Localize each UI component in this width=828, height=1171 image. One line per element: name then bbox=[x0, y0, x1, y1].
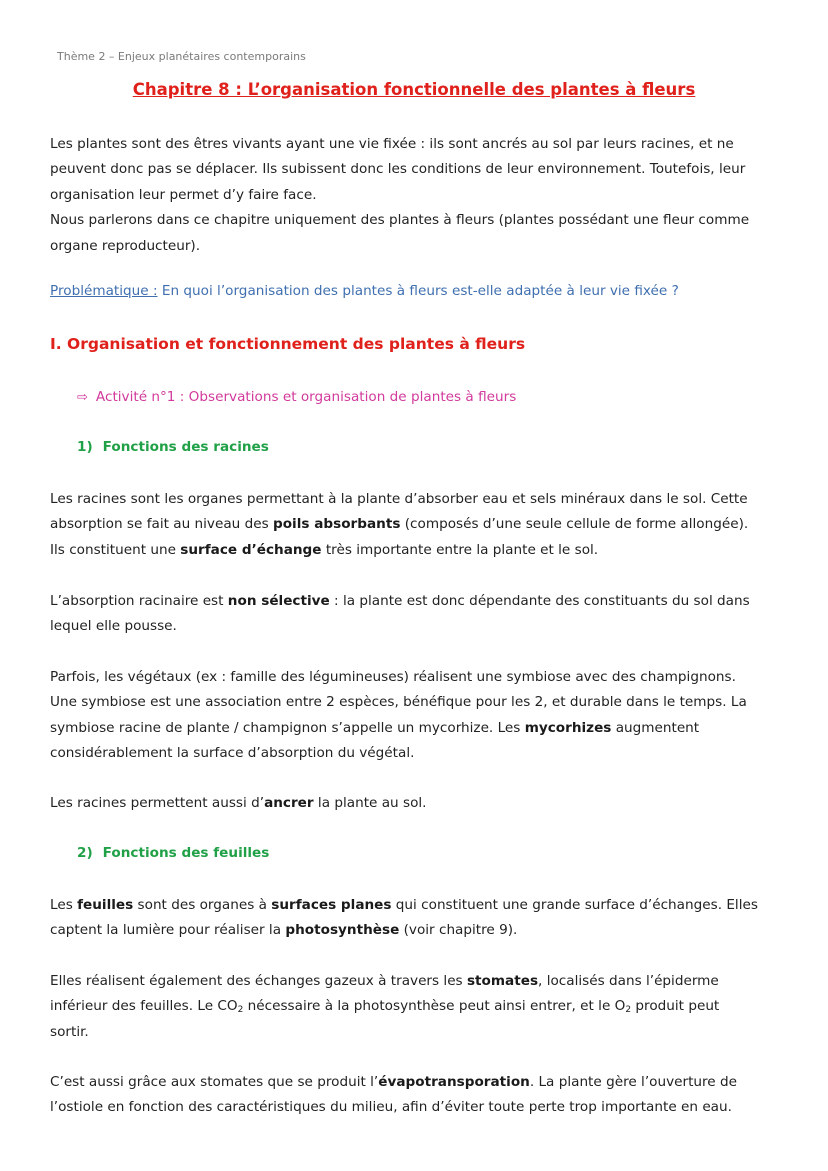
section-heading: I. Organisation et fonctionnement des plantes à fleurs bbox=[50, 335, 526, 353]
subheading-number: 2) bbox=[77, 845, 93, 861]
right-arrow-icon: ⇨ bbox=[77, 390, 88, 405]
text-line: Les racines sont les organes permettant à la plante d’absorber eau et sels minéraux dans le sol. Cette bbox=[50, 491, 748, 507]
feuilles-paragraph-1 bbox=[50, 893, 778, 944]
subheading-text: Fonctions des feuilles bbox=[102, 845, 270, 861]
problematique-question: En quoi l’organisation des plantes à fleurs est-elle adaptée à leur vie fixée ? bbox=[161, 283, 679, 299]
subheading-text: Fonctions des racines bbox=[102, 439, 269, 455]
racines-paragraph-3 bbox=[50, 665, 778, 767]
chapter-title: Chapitre 8 : L’organisation fonctionnelle des plantes à fleurs bbox=[132, 80, 696, 99]
intro-line: organisation leur permet d’y faire face. bbox=[50, 186, 317, 203]
intro-line: peuvent donc pas se déplacer. Ils subissent donc les conditions de leur environnement. Toutefois, leur bbox=[50, 161, 746, 178]
keyword: stomates bbox=[466, 973, 539, 989]
problematique bbox=[50, 283, 679, 299]
keyword: photosynthèse bbox=[285, 922, 400, 939]
keyword: ancrer bbox=[264, 795, 314, 811]
text-line: Une symbiose est une association entre 2 espèces, bénéfique pour les 2, et durable dans le temps. La bbox=[50, 694, 747, 711]
text-line: captent la lumière pour réaliser la photosynthèse (voir chapitre 9). bbox=[50, 922, 518, 939]
intro-line: Les plantes sont des êtres vivants ayant une vie fixée : ils sont ancrés au sol par leurs racines, et ne bbox=[50, 136, 734, 152]
intro-paragraph bbox=[50, 132, 778, 259]
text-line: Elles réalisent également des échanges gazeux à travers les stomates, localisés dans l’épiderme bbox=[50, 973, 719, 989]
text-line: sortir. bbox=[50, 1023, 89, 1040]
text-line: C’est aussi grâce aux stomates que se produit l’évapotransporation. La plante gère l’ouverture de bbox=[50, 1074, 737, 1090]
text-line: L’absorption racinaire est non sélective : la plante est donc dépendante des constituants du sol dans bbox=[50, 593, 750, 609]
activity-line bbox=[77, 389, 516, 405]
keyword: surfaces planes bbox=[271, 897, 392, 913]
feuilles-paragraph-2 bbox=[50, 969, 778, 1045]
activity-text: Activité n°1 : Observations et organisation de plantes à fleurs bbox=[95, 389, 517, 405]
racines-paragraph-4 bbox=[50, 791, 778, 816]
text-line: Ils constituent une surface d’échange très importante entre la plante et le sol. bbox=[50, 541, 599, 558]
text-line: absorption se fait au niveau des poils absorbants (composés d’une seule cellule de forme allongée). bbox=[50, 516, 749, 533]
text-line: Les racines permettent aussi d’ancrer la plante au sol. bbox=[50, 795, 427, 811]
text-line: Parfois, les végétaux (ex : famille des légumineuses) réalisent une symbiose avec des champignons. bbox=[50, 669, 736, 685]
racines-paragraph-1 bbox=[50, 487, 778, 563]
feuilles-paragraph-3 bbox=[50, 1070, 778, 1121]
keyword: mycorhizes bbox=[524, 719, 612, 736]
keyword: feuilles bbox=[77, 897, 134, 913]
subheading-number: 1) bbox=[77, 439, 93, 455]
page-header: Thème 2 – Enjeux planétaires contemporains bbox=[57, 50, 306, 63]
text-line: l’ostiole en fonction des caractéristiques du milieu, afin d’éviter toute perte trop importante en eau. bbox=[50, 1099, 732, 1116]
subheading-racines bbox=[77, 439, 269, 455]
text-line: Les feuilles sont des organes à surfaces planes qui constituent une grande surface d’échanges. Elles bbox=[50, 897, 758, 913]
intro-line: Nous parlerons dans ce chapitre uniquement des plantes à fleurs (plantes possédant une fleur comme bbox=[50, 212, 750, 229]
text-line: symbiose racine de plante / champignon s’appelle un mycorhize. Les mycorhizes augmentent bbox=[50, 719, 700, 736]
text-line: considérablement la surface d’absorption du végétal. bbox=[50, 745, 415, 762]
keyword: surface d’échange bbox=[180, 541, 322, 558]
racines-paragraph-2 bbox=[50, 589, 778, 640]
keyword: non sélective bbox=[227, 593, 330, 609]
keyword: évapotransporation bbox=[378, 1074, 530, 1090]
text-line: inférieur des feuilles. Le $CO_2$ nécessaire à la photosynthèse peut ainsi entrer, et le $O_2$ produit peut bbox=[50, 998, 720, 1016]
text-line: lequel elle pousse. bbox=[50, 618, 177, 635]
problematique-label: Problématique : bbox=[50, 283, 158, 299]
keyword: poils absorbants bbox=[272, 516, 401, 533]
subheading-feuilles bbox=[77, 845, 269, 861]
intro-line: organe reproducteur). bbox=[50, 237, 201, 254]
